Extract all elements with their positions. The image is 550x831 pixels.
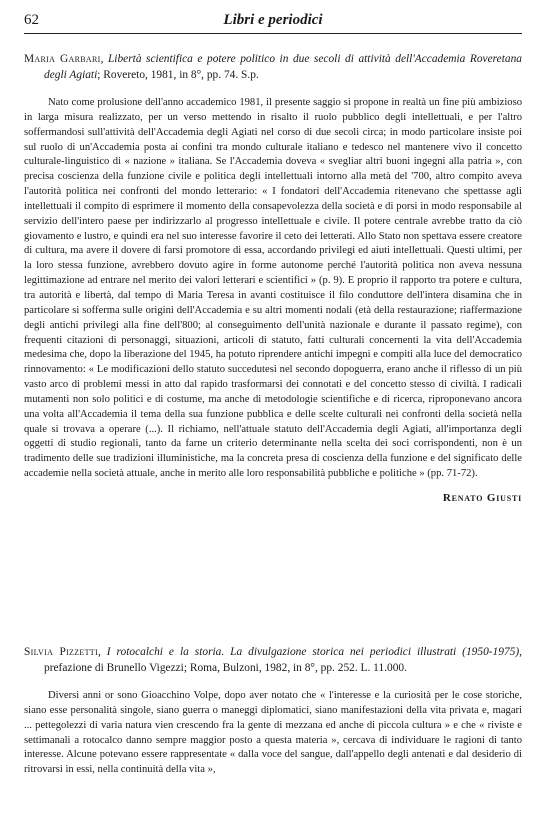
page-number: 62: [24, 12, 39, 28]
header-rule: [24, 33, 522, 34]
review-body: Diversi anni or sono Gioacchino Volpe, dopo aver notato che « l'interesse e la curiosità per le cose storiche, siano esse personalità singole, siano guerra o maneggi diplomatici, siano manifestazioni della vita privata e, magari ... pettegolezzi di varia natura vien crescendo fra la gente di mezzana ed anche di piccola cultura » e che « riviste e settimanali a rotocalco danno sempre maggior posto a questa materia », cercava di individuare le ragioni di tanto interesse. Alcune potevano essere rappresentate « dalla voce del sangue, dall'appello degli antenati e dal desiderio di ritrovarsi in essi, nella continuità della vita »,: [24, 690, 522, 776]
reviewer-signature: Renato Giusti: [442, 491, 522, 504]
running-head: [24, 8, 522, 32]
review-body: Nato come prolusione dell'anno accademico 1981, il presente saggio si propone in realtà un fine più ambizioso in larga misura realizzato, per un verso mettendo in risalto il ruolo pubblico degli intellettuali, e per l'altro soffermandosi sull'attività dell'Accademia degli Agiati nel corso di due secoli circa; in modo particolare insiste poi sul ruolo di un'Accademia posta ai confini tra mondo culturale italiano e tedesco nel mantenere vivo il concetto culturale-linguistico di « nazione » italiana. Se l'Accademia doveva « svegliar altri buoni ingegni alla patria », con precisa coscienza della funzione civile e politica degli intellettuali intorno alla metà del '700, altro compito aveva l'autorità politica nei confronti del mondo letterario: « I fondatori dell'Accademia ritenevano che spettasse agli intellettuali il compito di esprimere il momento della consapevolezza della società e di porsi in modo responsabile al servizio dell'intero paese per indirizzarlo al progresso intellettuale e civile. Il potere centrale avrebbe tratto da ciò giovamento e lustro, e quindi era nel suo interesse favorire il ceto dei letterati. Allo Stato non spettava essere creatore di cultura, ma avere il dovere di farsi promotore di essa, accordando privilegi ed aiuti intellettuali. Questi ultimi, per la loro stessa funzione, avrebbero dovuto agire in forme autonome perché l'autorità politica non aveva nessuna legittimazione ad entrare nel merito dei valori letterari e scientifici » (p. 9). E proprio il rapporto tra potere e cultura, tra autorità e libertà, dal tempo di Maria Teresa in avanti costituisce il filo conduttore dell'intera disamina che in particolare si sofferma sulle origini dell'Accademia e su altri momenti nodali (età della restaurazione; riaffermazione degli antichi privilegi alla fine dell'800; al conseguimento dell'unità nazionale e durante il passato regime), con frequenti citazioni di personaggi, situazioni, articoli di statuto, fatti culturali concernenti la vita dell'Accademia medesima che, dopo la liberazione del 1945, ha potuto riprendere antichi impegni e compiti alla luce del democratico rinnovamento: « Le modificazioni dello statuto succedutesi nel secondo dopoguerra, erano anche il riflesso di un più vasto arco di problemi messi in atto dal rapido trasformarsi dei connotati e del concetto stesso di civiltà. I radicali mutamenti non solo politici e di costume, ma anche di metodologie scientifiche e di ricerca, riproponevano ancora una volta all'Accademia il tema della sua funzione pubblica e delle scelte culturali nei confronti della società nella quale si trovava a operare (...). Il richiamo, nell'attuale statuto dell'Accademia degli Agiati, all'importanza degli oggetti di studio regionali, tanto da farne un criterio determinante nella scelta dei soci corrispondenti, non è un tradimento delle sue tradizioni illuministiche, ma la concreta presa di coscienza della funzione e del significato delle accademie nella società attuale, anche in merito alle loro responsabilità pubbliche e politiche » (pp. 71-72).: [24, 97, 522, 480]
book-citation: Silvia Pizzetti, I rotocalchi e la storia. La divulgazione storica nei periodici illustrati (1950-1975), prefazione di Brunello Vigezzi; Roma, Bulzoni, 1982, in 8°, pp. 252. L. 11.000.: [24, 646, 522, 674]
book-title: Libertà scientifica e potere politico in due secoli di attività dell'Accademia Roveretana degli Agiati: [44, 53, 522, 81]
book-title: I rotocalchi e la storia. La divulgazione storica nei periodici illustrati (1950-1975): [106, 646, 520, 658]
journal-title: Libri e periodici: [223, 12, 323, 28]
book-citation: Maria Garbari, Libertà scientifica e potere politico in due secoli di attività dell'Accademia Roveretana degli Agiati; Rovereto, 1981, in 8°, pp. 74. S.p.: [24, 53, 522, 81]
review-entry: [24, 52, 522, 504]
publication-info: , prefazione di Brunello Vigezzi; Roma, Bulzoni, 1982, in 8°, pp. 252. L. 11.000.: [44, 646, 522, 674]
review-author: Maria Garbari: [24, 53, 101, 65]
review-entry: [24, 645, 522, 778]
publication-info: ; Rovereto, 1981, in 8°, pp. 74. S.p.: [97, 68, 259, 81]
review-author: Silvia Pizzetti: [24, 646, 98, 658]
